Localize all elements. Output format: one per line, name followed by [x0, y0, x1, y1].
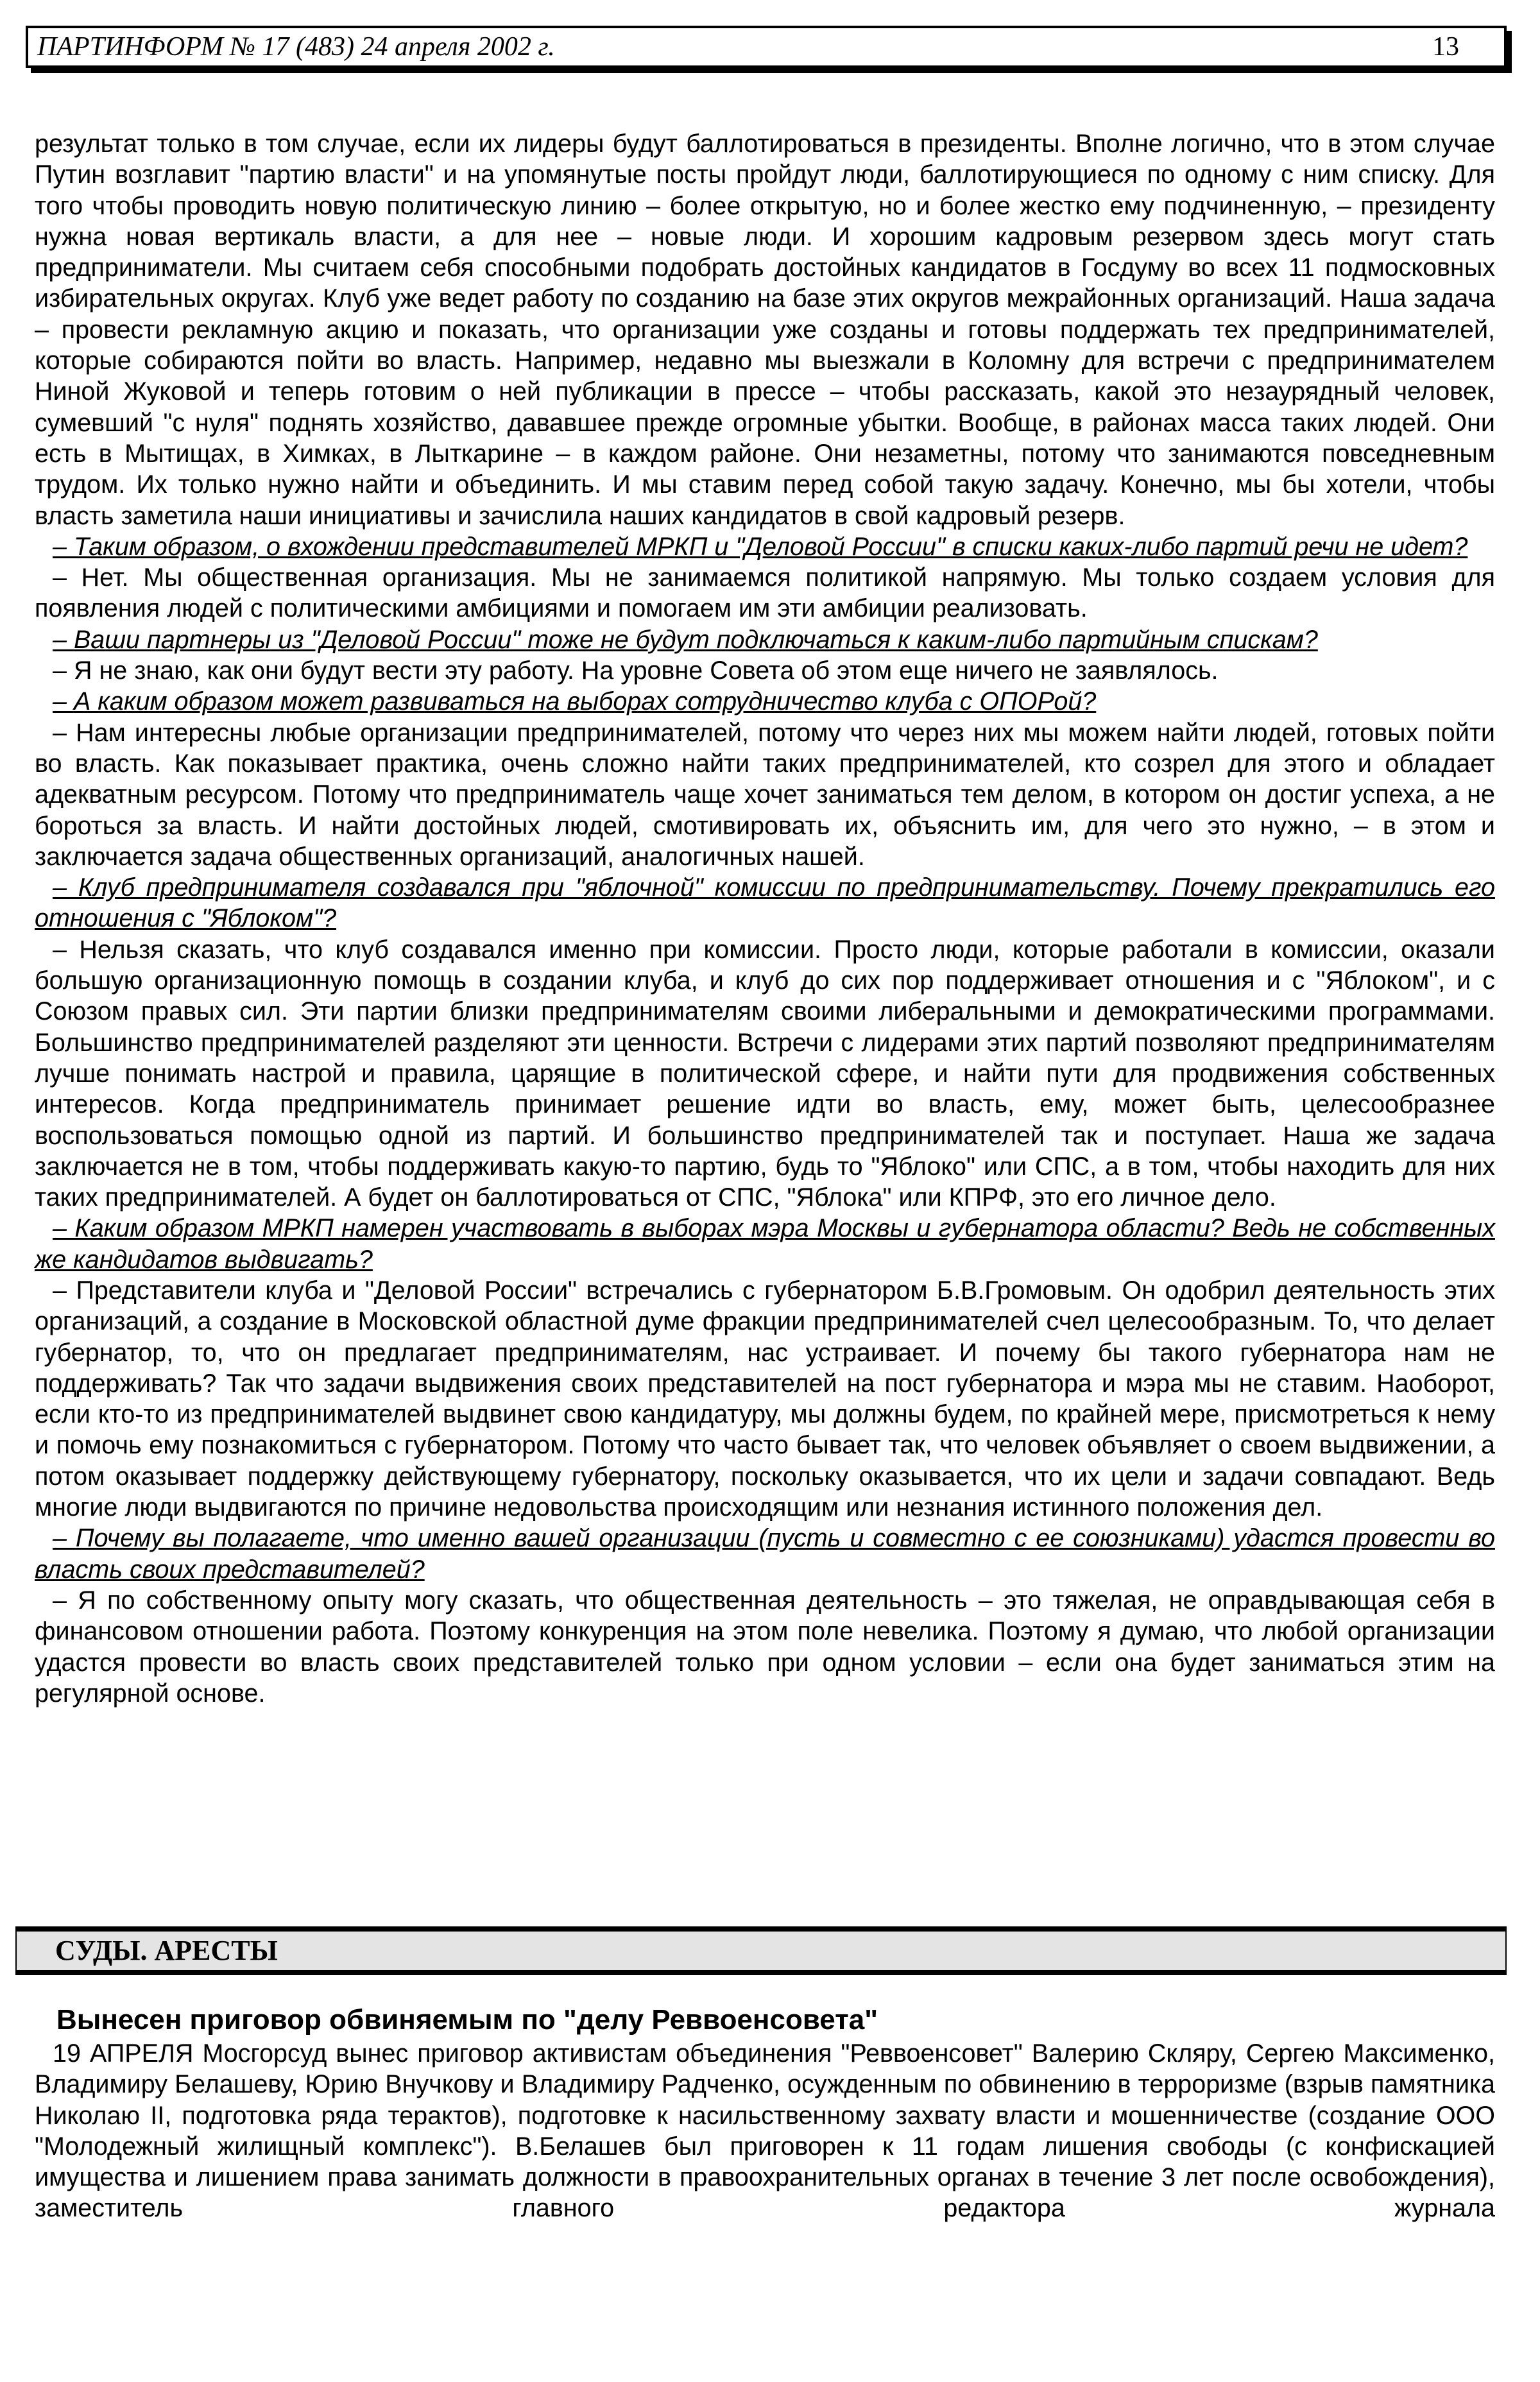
- article-title: Вынесен приговор обвиняемым по "делу Реввоенсовета": [56, 2004, 878, 2035]
- question: – Клуб предпринимателя создавался при "яблочной" комиссии по предпринимательству. Почему прекратились его отношения с "Яблоком"?: [35, 873, 1495, 933]
- question: – Почему вы полагаете, что именно вашей организации (пусть и совместно с ее союзниками) удастся провести во власть своих представителей?: [35, 1524, 1495, 1584]
- answer: – Я не знаю, как они будут вести эту работу. На уровне Совета об этом еще ничего не заявлялось.: [53, 656, 1219, 685]
- publication-title: ПАРТИНФОРМ № 17 (483) 24 апреля 2002 г.: [37, 32, 555, 62]
- page-number: 13: [1432, 32, 1459, 62]
- answer: – Нам интересны любые организации предпринимателей, потому что через них мы можем найти людей, готовых пойти во власть. Как показывает практика, очень сложно найти таких предпринимателей, кто созрел для этого и обладает адекватным ресурсом. Потому что предприниматель чаще хочет заниматься тем делом, в котором он достиг успеха, а не бороться за власть. И найти достойных людей, смотивировать их, объяснить им, для чего это нужно, – в этом и заключается задача общественных организаций, аналогичных нашей.: [35, 718, 1495, 871]
- answer: – Нет. Мы общественная организация. Мы не занимаемся политикой напрямую. Мы только создаем условия для появления людей с политическими амбициями и помогаем им эти амбиции реализовать.: [35, 563, 1495, 623]
- interview-text: [35, 128, 1495, 1709]
- question: – Ваши партнеры из "Деловой России" тоже не будут подключаться к каким-либо партийным спискам?: [53, 625, 1318, 654]
- question: – Таким образом, о вхождении представителей МРКП и "Деловой России" в списки каких-либо партий речи не идет?: [53, 532, 1468, 561]
- paragraph: результат только в том случае, если их лидеры будут баллотироваться в президенты. Вполне логично, что в этом случае Путин возглавит "партию власти" и на упомянутые посты пройдут люди, баллотирующиеся по одному с ним списку. Для того чтобы проводить новую политическую линию – более открытую, но и более жестко ему подчиненную, – президенту нужна новая вертикаль власти, а для нее – новые люди. И хорошим кадровым резервом здесь могут стать предприниматели. Мы считаем себя способными подобрать достойных кандидатов в Госдуму во всех 11 подмосковных избирательных округах. Клуб уже ведет работу по созданию на базе этих округов межрайонных организаций. Наша задача – провести рекламную акцию и показать, что организации уже созданы и готовы поддержать тех предпринимателей, которые собираются пойти во власть. Например, недавно мы выезжали в Коломну для встречи с предпринимателем Ниной Жуковой и теперь готовим о ней публикации в прессе – чтобы рассказать, какой это незаурядный человек, сумевший "с нуля" поднять хозяйство, дававшее прежде огромные убытки. Вообще, в районах масса таких людей. Они есть в Мытищах, в Химках, в Лыткарине – в каждом районе. Они незаметны, потому что занимаются повседневным трудом. Их только нужно найти и объединить. И мы ставим перед собой такую задачу. Конечно, мы бы хотели, чтобы власть заметила наши инициативы и зачислила наших кандидатов в свой кадровый резерв.: [35, 130, 1495, 530]
- section-header: [15, 1926, 1507, 1975]
- answer: – Нельзя сказать, что клуб создавался именно при комиссии. Просто люди, которые работали в комиссии, оказали большую организационную помощь в создании клуба, и клуб до сих пор поддерживает отношения и с "Яблоком", и с Союзом правых сил. Эти партии близки предпринимателям своими либеральными и демократическими программами. Большинство предпринимателей разделяют эти ценности. Встречи с лидерами этих партий позволяют предпринимателям лучше понимать настрой и правила, царящие в политической сфере, и найти пути для продвижения собственных интересов. Когда предприниматель принимает решение идти во власть, ему, может быть, целесообразнее воспользоваться помощью одной из партий. И большинство предпринимателей так и поступает. Наша же задача заключается не в том, чтобы поддерживать какую-то партию, будь то "Яблоко" или СПС, а в том, чтобы находить для них таких предпринимателей. А будет он баллотироваться от СПС, "Яблока" или КПРФ, это его личное дело.: [35, 935, 1495, 1212]
- answer: – Я по собственному опыту могу сказать, что общественная деятельность – это тяжелая, не оправдывающая себя в финансовом отношении работа. Поэтому конкуренция на этом поле невелика. Поэтому я думаю, что любой организации удастся провести во власть своих представителей только при одном условии – если она будет заниматься этим на регулярной основе.: [35, 1586, 1495, 1708]
- section-title: СУДЫ. АРЕСТЫ: [55, 1935, 278, 1966]
- article-text: 19 АПРЕЛЯ Мосгорсуд вынес приговор активистам объединения "Реввоенсовет" Валерию Скляру, Сергею Максименко, Владимиру Белашеву, Юрию Внучкову и Владимиру Радченко, осужденным по обвинению в терроризме (взрыв памятника Николаю II, подготовка ряда терактов), подготовке к насильственному захвату власти и мошенничестве (создание ООО "Молодежный жилищный комплекс"). В.Белашев был приговорен к 11 годам лишения свободы (с конфискацией имущества и лишением права занимать должности в правоохранительных органах в течение 3 лет после освобождения), заместитель главного редактора журнала: [35, 2039, 1495, 2223]
- page-header: [26, 26, 1507, 68]
- article: [35, 2002, 1495, 2224]
- question: – Каким образом МРКП намерен участвовать в выборах мэра Москвы и губернатора области? Ведь не собственных же кандидатов выдвигать?: [35, 1214, 1495, 1274]
- answer: – Представители клуба и "Деловой России" встречались с губернатором Б.В.Громовым. Он одобрил деятельность этих организаций, а создание в Московской областной думе фракции предпринимателей счел целесообразным. То, что делает губернатор, то, что он предлагает предпринимателям, нас устраивает. И почему бы такого губернатора нам не поддерживать? Так что задачи выдвижения своих представителей на пост губернатора и мэра мы не ставим. Наоборот, если кто-то из предпринимателей выдвинет свою кандидатуру, мы должны будем, по крайней мере, присмотреться к нему и помочь ему познакомиться с губернатором. Потому что часто бывает так, что человек объявляет о своем выдвижении, а потом оказывает поддержку действующему губернатору, поскольку оказывается, что их цели и задачи совпадают. Ведь многие люди выдвигаются по причине недовольства происходящим или незнания истинного положения дел.: [35, 1276, 1495, 1522]
- question: – А каким образом может развиваться на выборах сотрудничество клуба с ОПОРой?: [53, 687, 1097, 716]
